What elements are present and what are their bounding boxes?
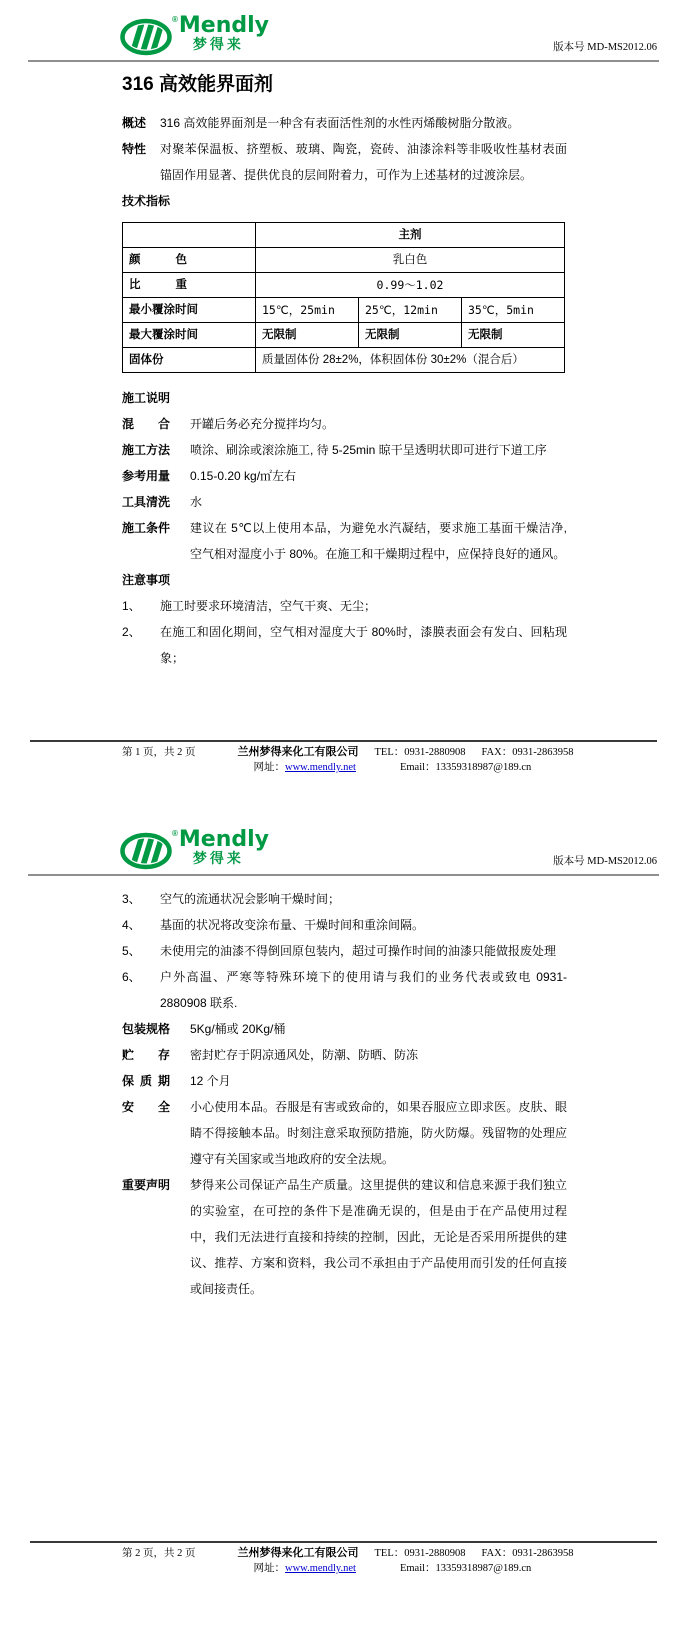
table-main-agent-header: 主剂 [256,223,565,248]
table-color-label: 颜色 [123,248,256,273]
storage-row [122,1042,567,1068]
dosage-label: 参考用量 [122,469,171,483]
packaging-row [122,1016,567,1042]
shelf-life-text: 12 个月 [190,1074,231,1088]
note-number: 3、 [122,892,141,906]
method-row [122,437,567,463]
table-empty-cell [123,223,256,248]
construction-heading: 施工说明 [122,391,171,405]
note-item [122,938,567,964]
feature-row [122,136,567,188]
version-label: 版本号 MD-MS2012.06 [553,856,657,867]
feature-text: 对聚苯保温板、挤塑板、玻璃、陶瓷，瓷砖、油漆涂料等非吸收性基材表面锚固作用显著、提供优良的层间附着力，可作为上述基材的过渡涂层。 [160,142,567,182]
table-max-recoat-2: 无限制 [359,323,462,348]
packaging-label: 包装规格 [122,1022,171,1036]
company-tel: TEL：0931-2880908 [374,747,466,758]
brand-name-cn: 梦得来 [192,36,244,52]
footer-body [30,745,657,775]
note-item [122,912,567,938]
safety-row [122,1094,567,1172]
footer-line-1 [238,1546,574,1561]
page-number: 第 2 页，共 2 页 [122,1548,196,1559]
method-text: 喷涂、刷涂或滚涂施工, 待 5-25min 晾干呈透明状即可进行下道工序 [190,443,547,457]
shelf-life-label: 保质期 [122,1074,170,1088]
page1-footer [30,740,657,775]
footer-company-block [238,745,574,775]
footer-line-2 [254,760,574,775]
mixing-row [122,411,567,437]
mendly-logo-mark-icon [120,832,174,870]
registered-trademark-icon: ® [172,15,178,24]
note-text: 基面的状况将改变涂布量、干燥时间和重涂间隔。 [160,918,425,932]
cleaning-text: 水 [190,495,203,509]
table-gravity-value: 0.99～1.02 [256,273,565,298]
company-fax: FAX：0931-2863958 [481,1548,574,1559]
website-link[interactable]: www.mendly.net [285,1563,356,1574]
table-row [123,323,565,348]
overview-text: 316 高效能界面剂是一种含有表面活性剂的水性丙烯酸树脂分散液。 [160,116,520,130]
table-row [123,273,565,298]
note-text: 施工时要求环境清洁，空气干爽、无尘； [160,599,377,613]
dosage-text: 0.15-0.20 kg/㎡左右 [190,469,297,483]
footer-body [30,1546,657,1576]
dosage-row [122,463,567,489]
brand-text [179,15,269,52]
cleaning-row [122,489,567,515]
table-min-recoat-25c: 25℃，12min [359,298,462,323]
overview-label: 概述 [122,116,147,130]
header-rule [28,60,659,62]
table-row [123,248,565,273]
tech-spec-heading: 技术指标 [122,194,171,208]
packaging-text: 5Kg/桶或 20Kg/桶 [190,1022,286,1036]
table-color-value: 乳白色 [256,248,565,273]
brand-text [179,829,269,866]
footer-line-2 [254,1561,574,1576]
conditions-row [122,515,567,567]
note-number: 6、 [122,970,141,984]
safety-label: 安全 [122,1100,170,1114]
page2-footer [30,1541,657,1576]
registered-trademark-icon: ® [172,829,178,838]
company-name: 兰州梦得来化工有限公司 [237,1547,359,1559]
company-fax: FAX：0931-2863958 [481,747,574,758]
website-label: 网址： [253,1563,285,1574]
page-number: 第 1 页，共 2 页 [122,747,196,758]
table-gravity-label: 比重 [123,273,256,298]
note-text: 户外高温、严寒等特殊环境下的使用请与我们的业务代表或致电 0931-2880908 联系. [160,970,567,1010]
brand-name: Mendly [178,827,270,852]
table-min-recoat-35c: 35℃，5min [462,298,565,323]
table-row [123,298,565,323]
feature-label: 特性 [122,142,147,156]
note-item [122,964,567,1016]
table-max-recoat-1: 无限制 [256,323,359,348]
disclaimer-text: 梦得来公司保证产品生产质量。这里提供的建议和信息来源于我们独立的实验室，在可控的条件下是准确无误的，但是由于在产品使用过程中，我们无法进行直接和持续的控制，因此，无论是否采用所提供的建议、推荐、方案和资料，我公司不承担由于产品使用而引发的任何直接或间接责任。 [190,1178,567,1296]
cleaning-label: 工具清洗 [122,495,171,509]
company-email: Email：13359318987@189.cn [399,1563,532,1574]
footer-company-block [238,1546,574,1576]
note-number: 2、 [122,625,141,639]
table-solids-value: 质量固体份 28±2%，体积固体份 30±2%（混合后） [256,348,565,373]
storage-label: 贮存 [122,1048,170,1062]
mendly-logo [120,829,269,870]
disclaimer-row [122,1172,567,1302]
footer-line-1 [238,745,574,760]
page2-header [120,780,657,870]
page2-content [122,886,567,1302]
note-item [122,593,567,619]
note-number: 4、 [122,918,141,932]
footer-rule [30,740,657,742]
brand-name: Mendly [178,13,270,38]
website-row [254,760,356,775]
tech-spec-table [122,222,565,373]
shelf-life-row [122,1068,567,1094]
method-label: 施工方法 [122,443,171,457]
page-2 [0,780,687,1638]
disclaimer-label: 重要声明 [122,1178,171,1192]
safety-text: 小心使用本品。吞服是有害或致命的，如果吞服应立即求医。皮肤、眼睛不得接触本品。时刻注意采取预防措施，防火防爆。残留物的处理应遵守有关国家或当地政府的安全法规。 [190,1100,567,1166]
header-rule [28,874,659,876]
page1-content [122,110,567,671]
version-label: 版本号 MD-MS2012.06 [553,42,657,53]
note-item [122,619,567,671]
company-name: 兰州梦得来化工有限公司 [237,746,359,758]
table-max-recoat-3: 无限制 [462,323,565,348]
mixing-label: 混合 [122,417,170,431]
table-min-recoat-15c: 15℃，25min [256,298,359,323]
footer-rule [30,1541,657,1543]
conditions-label: 施工条件 [122,521,171,535]
note-text: 未使用完的油漆不得倒回原包装内，超过可操作时间的油漆只能做报废处理 [160,944,557,958]
page-1 [0,0,687,780]
website-row [254,1561,356,1576]
table-solids-label: 固体份 [123,348,256,373]
storage-text: 密封贮存于阴凉通风处，防潮、防晒、防冻 [190,1048,419,1062]
table-row [123,223,565,248]
page-title: 316 高效能界面剂 [122,74,273,95]
mendly-logo-mark-icon [120,18,174,56]
website-label: 网址： [253,762,285,773]
table-max-recoat-label: 最大覆涂时间 [123,323,256,348]
mendly-logo [120,15,269,56]
conditions-text: 建议在 5℃以上使用本品，为避免水汽凝结，要求施工基面干燥洁净, 空气相对湿度小于 80%。在施工和干燥期过程中，应保持良好的通风。 [190,521,567,561]
note-number: 1、 [122,599,141,613]
note-number: 5、 [122,944,141,958]
website-link[interactable]: www.mendly.net [285,762,356,773]
mixing-text: 开罐后务必充分搅拌均匀。 [190,417,335,431]
company-email: Email：13359318987@189.cn [399,762,532,773]
note-text: 空气的流通状况会影响干燥时间； [160,892,341,906]
overview-row [122,110,567,136]
company-tel: TEL：0931-2880908 [374,1548,466,1559]
table-row [123,348,565,373]
note-text: 在施工和固化期间，空气相对湿度大于 80%时，漆膜表面会有发白、回粘现象； [160,625,567,665]
brand-name-cn: 梦得来 [192,850,244,866]
table-min-recoat-label: 最小覆涂时间 [123,298,256,323]
note-item [122,886,567,912]
page1-header [120,0,657,56]
notes-heading: 注意事项 [122,573,171,587]
